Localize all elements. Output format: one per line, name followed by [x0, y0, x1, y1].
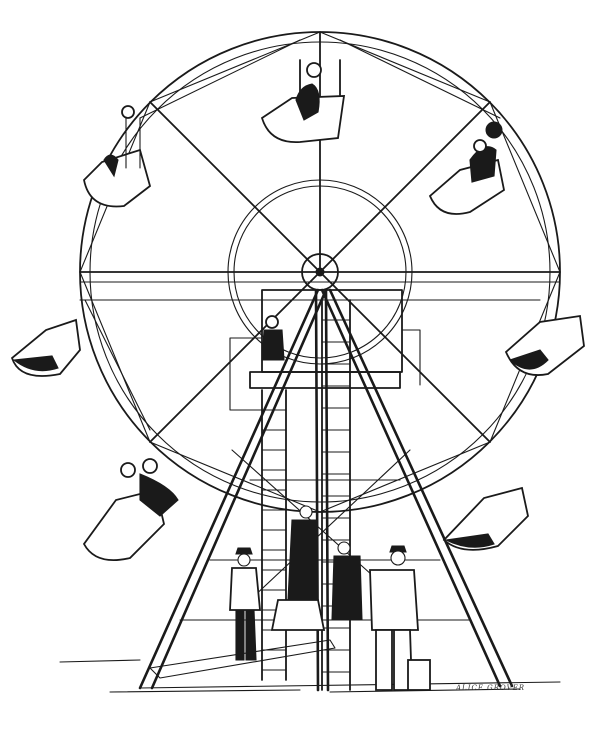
gondola-right: [506, 316, 584, 375]
gondola-left: [12, 320, 80, 376]
gondola-near-platform: [262, 316, 284, 360]
support-frame: [140, 290, 512, 690]
gondola-top: [262, 60, 344, 142]
artist-signature: ALICE GROVER: [456, 684, 526, 692]
gondola-upper-left: [84, 106, 150, 206]
gondola-upper-right: [430, 122, 504, 214]
person-hat-left: [230, 548, 260, 660]
gondola-lower-left: [84, 459, 178, 560]
ladder-left: [262, 390, 286, 680]
person-dark-coat: [332, 542, 362, 620]
person-center: [272, 506, 324, 630]
gondola-lower-right: [444, 488, 528, 550]
crate: [408, 660, 430, 690]
